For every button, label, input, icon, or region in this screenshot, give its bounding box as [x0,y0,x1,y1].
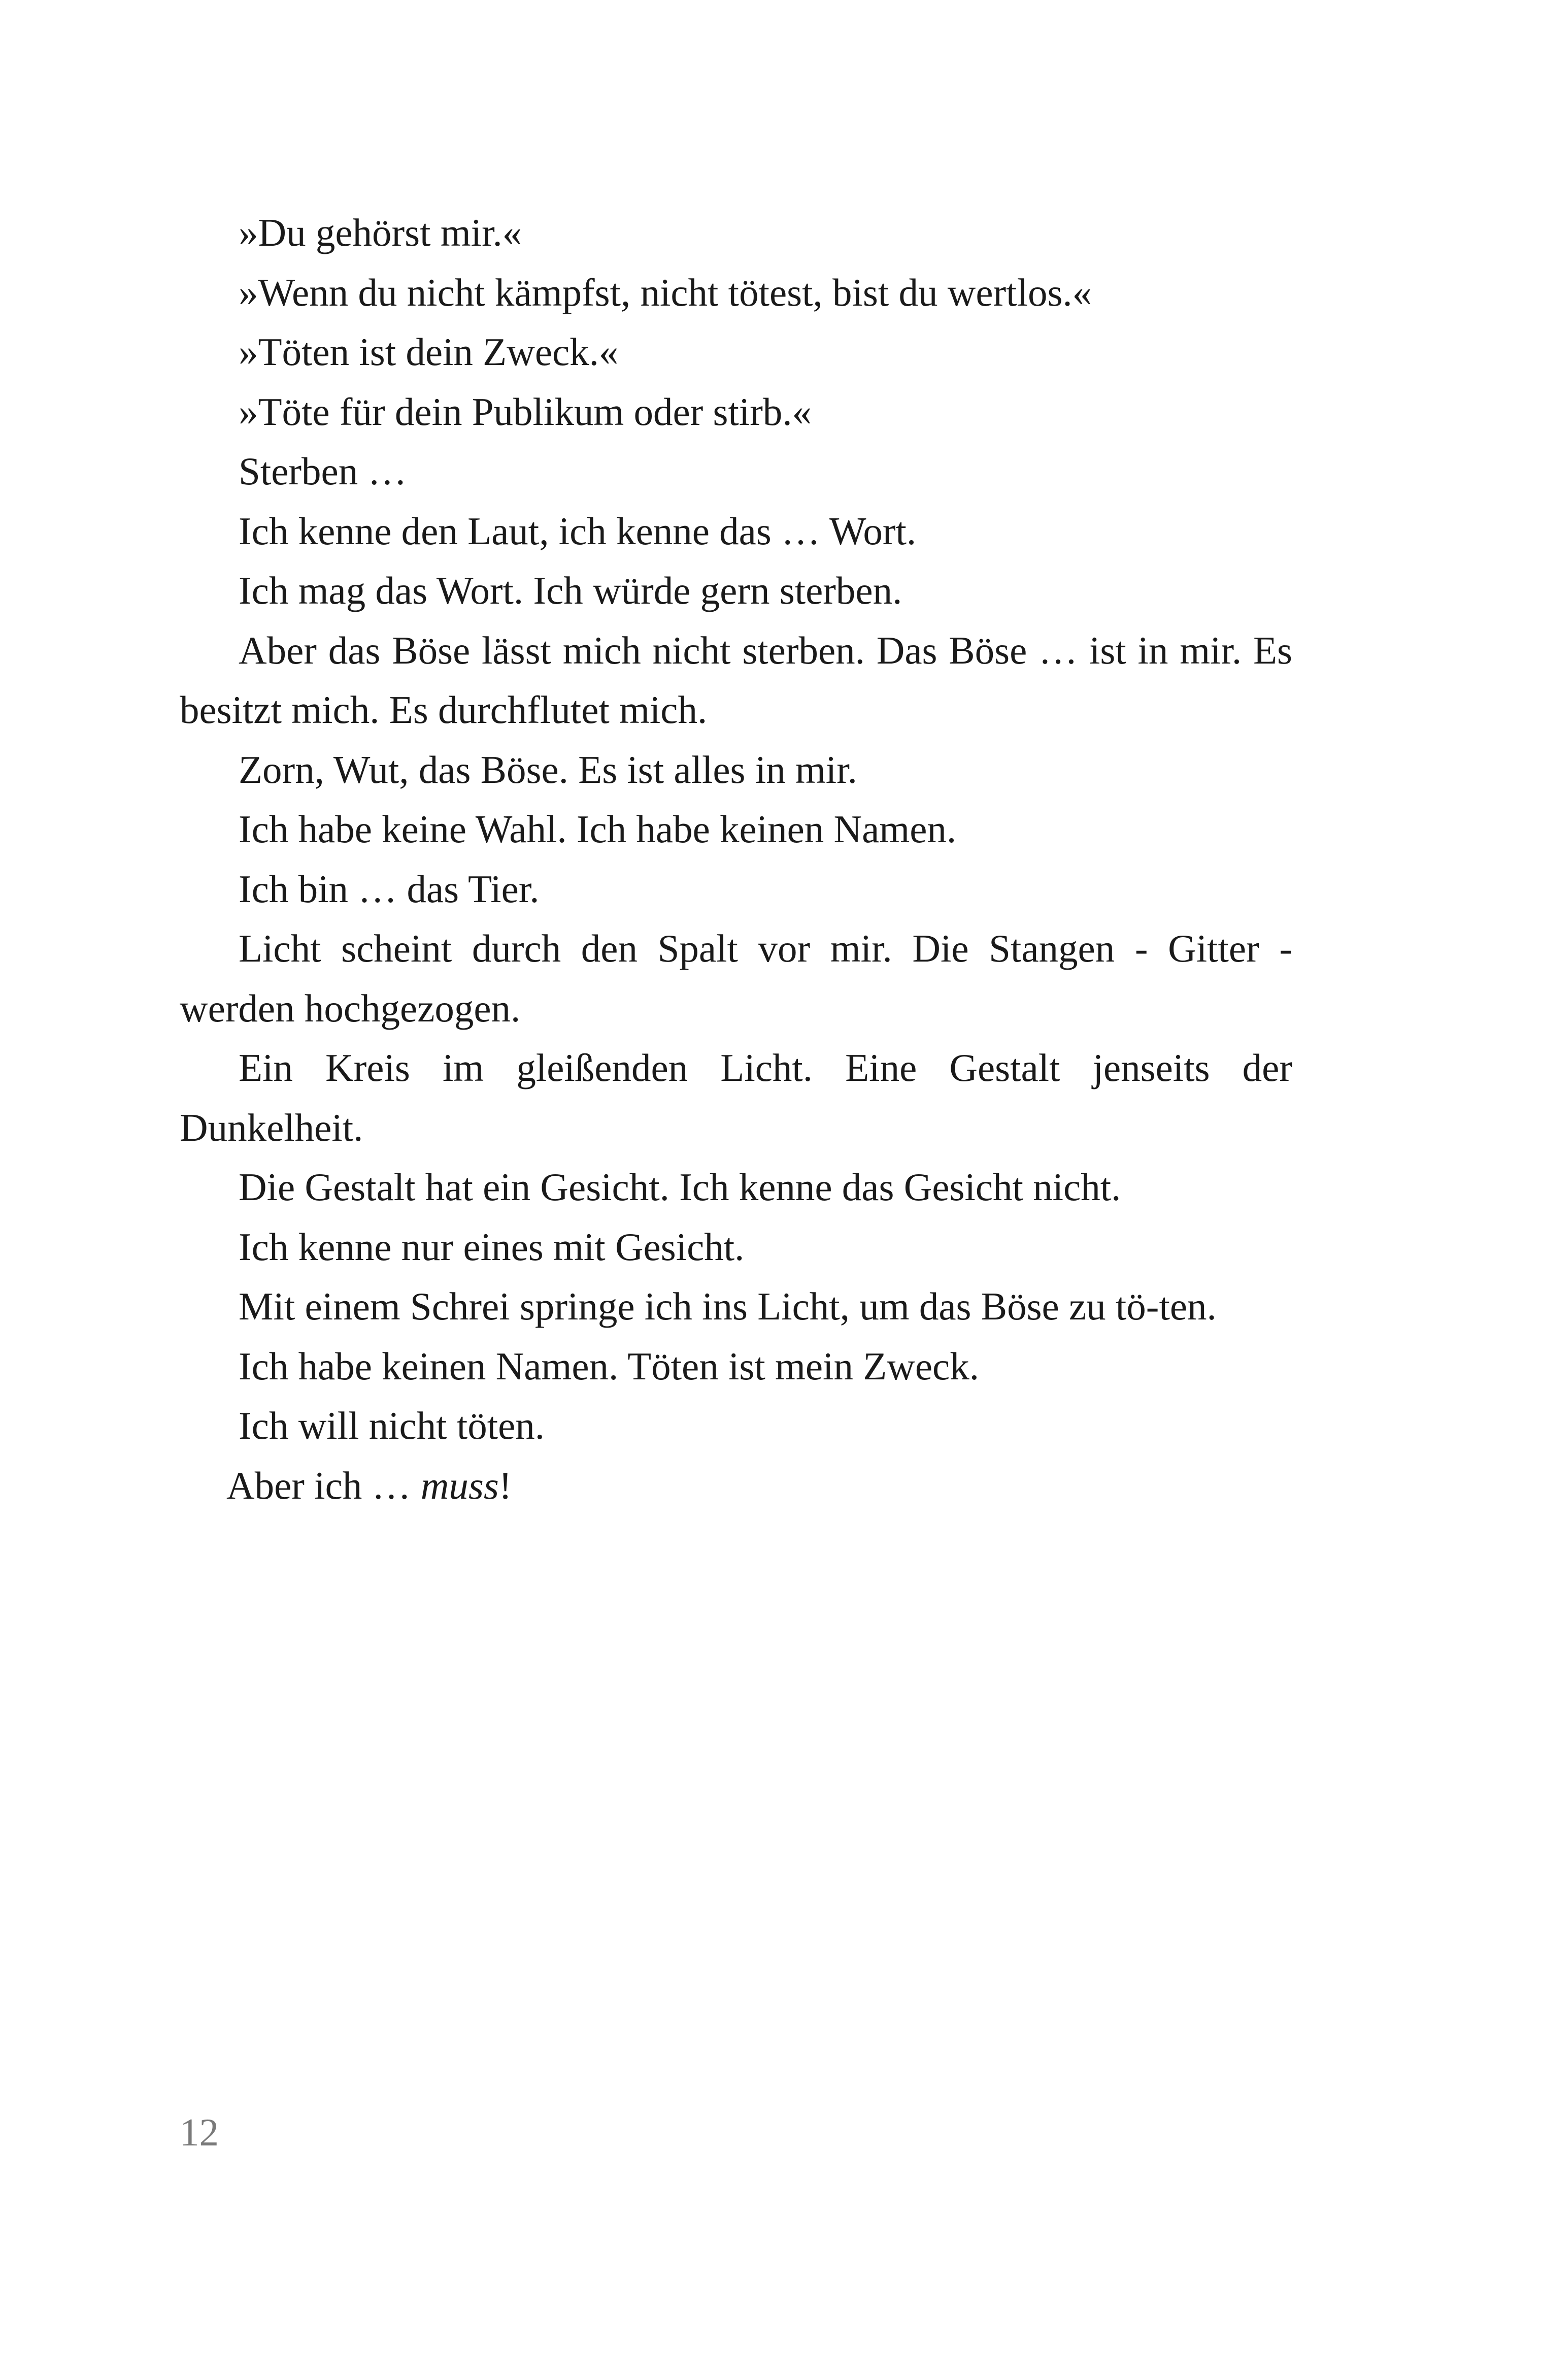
page-number: 12 [180,2110,219,2154]
paragraph: »Töte für dein Publikum oder stirb.« [239,389,812,434]
last-line-suffix: ! [498,1463,512,1507]
paragraph: Ich will nicht töten. [239,1404,545,1447]
paragraph: Die Gestalt hat ein Gesicht. Ich kenne das Gesicht nicht. [239,1165,1121,1209]
paragraph: »Töten ist dein Zweck.« [239,330,619,374]
paragraph: Ich habe keine Wahl. Ich habe keinen Namen. [239,807,957,851]
paragraph: Ich mag das Wort. Ich würde gern sterben. [239,569,902,612]
paragraph: Ein Kreis im gleißenden Licht. Eine Gestalt jenseits der Dunkelheit. [180,1046,1292,1149]
paragraph: Licht scheint durch den Spalt vor mir. Die Stangen - Gitter - werden hochgezogen. [180,927,1292,1030]
body-text [180,203,1292,1515]
paragraph: Ich kenne den Laut, ich kenne das … Wort. [239,509,917,553]
paragraph: Mit einem Schrei springe ich ins Licht, um das Böse zu tö-ten. [239,1284,1217,1328]
paragraph: Ich bin … das Tier. [239,867,540,911]
paragraph: Aber das Böse lässt mich nicht sterben. Das Böse … ist in mir. Es besitzt mich. Es durchflutet mich. [180,628,1292,732]
last-line-prefix: Aber ich … [226,1463,421,1507]
paragraph: Ich kenne nur eines mit Gesicht. [239,1225,745,1269]
paragraph-last [180,1456,1292,1516]
paragraph: »Wenn du nicht kämpfst, nicht tötest, bist du wertlos.« [239,270,1092,314]
paragraph: »Du gehörst mir.« [239,211,522,254]
last-line-emphasis: muss [420,1463,499,1507]
paragraph: Zorn, Wut, das Böse. Es ist alles in mir. [239,747,857,791]
paragraph: Sterben … [239,449,407,493]
paragraph: Ich habe keinen Namen. Töten ist mein Zweck. [239,1344,979,1388]
